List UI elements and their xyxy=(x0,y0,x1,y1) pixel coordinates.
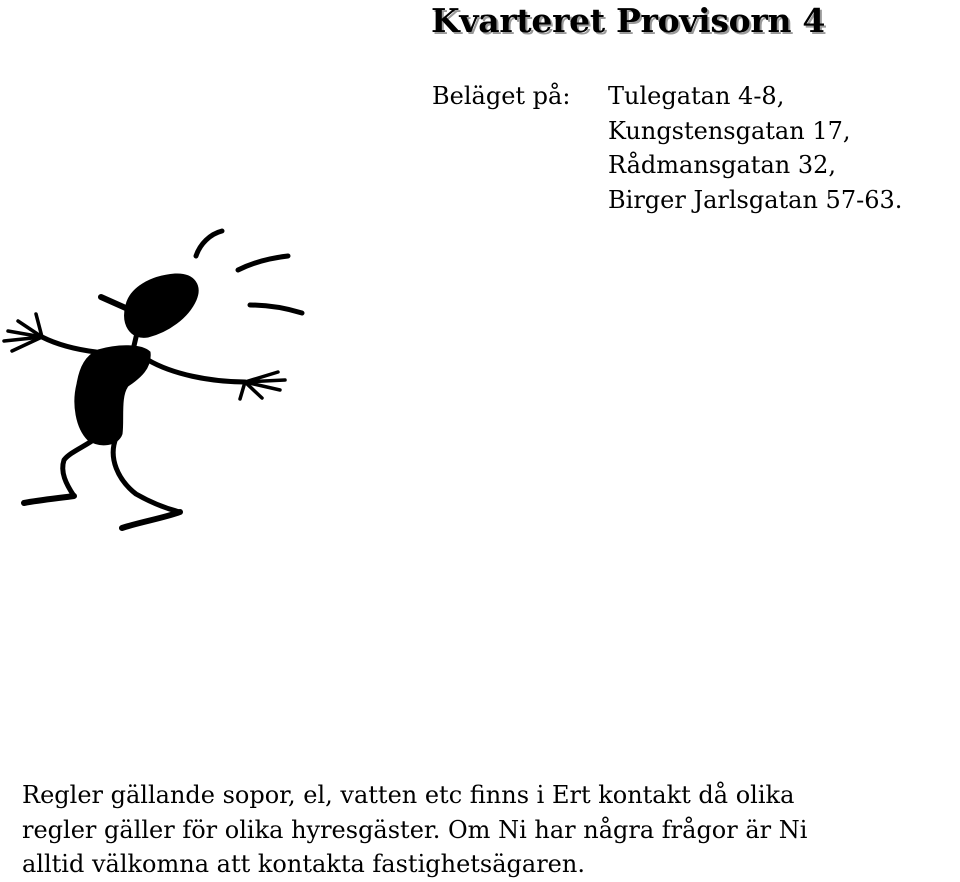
page-title: Kvarteret Provisorn 4 xyxy=(431,1,826,40)
rules-line: regler gäller för olika hyresgäster. Om Ni har några frågor är Ni xyxy=(22,815,808,844)
address-line: Birger Jarlsgatan 57-63. xyxy=(608,185,903,214)
rules-paragraph xyxy=(22,778,952,882)
rules-line: Regler gällande sopor, el, vatten etc finns i Ert kontakt då olika xyxy=(22,781,795,809)
stick-figure-surprised-icon xyxy=(0,220,320,540)
address-line: Rådmansgatan 32, xyxy=(608,151,837,179)
rules-line: alltid välkomna att kontakta fastighetsägaren. xyxy=(22,850,585,878)
address-line: Kungstensgatan 17, xyxy=(608,116,851,145)
address-line: Tulegatan 4-8, xyxy=(608,82,785,110)
address-block xyxy=(608,79,902,217)
address-label: Beläget på: xyxy=(432,82,571,110)
